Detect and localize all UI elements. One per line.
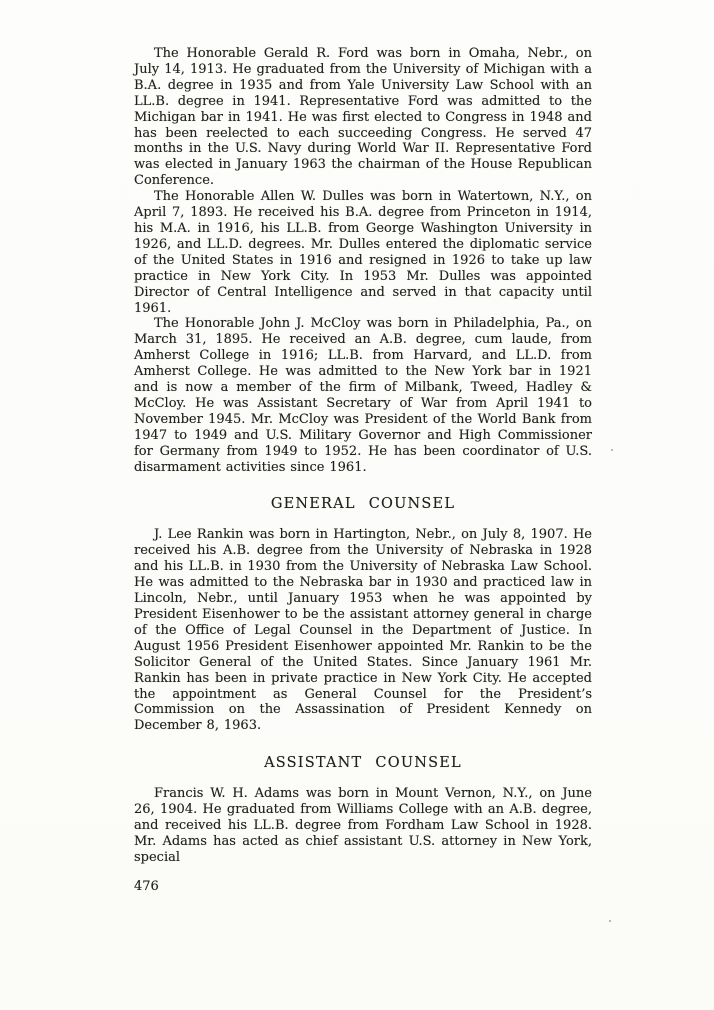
paragraph-adams-bio: Francis W. H. Adams was born in Mount Vernon, N.Y., on June 26, 1904. He graduated from Williams College with an A.B. degree, and received his LL.B. degree from Fordham Law School in 1928. Mr. Adams has acted as chief assistant U.S. attorney in New York, special <box>134 786 592 865</box>
scan-artifact-speck <box>609 920 611 922</box>
heading-assistant-counsel: ASSISTANT COUNSEL <box>264 755 462 772</box>
paragraph-dulles-bio: The Honorable Allen W. Dulles was born in Watertown, N.Y., on April 7, 1893. He received his B.A. degree from Princeton in 1914, his M.A. in 1916, his LL.B. from George Washington University in 1926, and LL.D. degrees. Mr. Dulles entered the diplomatic service of the United States in 1916 and resigned in 1926 to take up law practice in New York City. In 1953 Mr. Dulles was appointed Director of Central Intelligence and served in that capacity until 1961. <box>134 189 592 316</box>
scan-artifact-speck <box>611 449 613 451</box>
text-column <box>134 46 592 894</box>
heading-general-counsel: GENERAL COUNSEL <box>270 496 456 513</box>
paragraph-ford-bio: The Honorable Gerald R. Ford was born in Omaha, Nebr., on July 14, 1913. He graduated from the University of Michigan with a B.A. degree in 1935 and from Yale University Law School with an LL.B. degree in 1941. Representative Ford was admitted to the Michigan bar in 1941. He was first elected to Congress in 1948 and has been reelected to each succeeding Congress. He served 47 months in the U.S. Navy during World War II. Representative Ford was elected in January 1963 the chairman of the House Republican Conference. <box>134 46 592 189</box>
page-number: 476 <box>134 878 159 894</box>
paragraph-mccloy-bio: The Honorable John J. McCloy was born in Philadelphia, Pa., on March 31, 1895. He received an A.B. degree, cum laude, from Amherst College in 1916; LL.B. from Harvard, and LL.D. from Amherst College. He was admitted to the New York bar in 1921 and is now a member of the firm of Milbank, Tweed, Hadley & McCloy. He was Assistant Secretary of War from April 1941 to November 1945. Mr. McCloy was President of the World Bank from 1947 to 1949 and U.S. Military Governor and High Commissioner for Germany from 1949 to 1952. He has been coordinator of U.S. disarmament activities since 1961. <box>134 316 592 475</box>
paragraph-rankin-bio: J. Lee Rankin was born in Hartington, Nebr., on July 8, 1907. He received his A.B. degree from the University of Nebraska in 1928 and his LL.B. in 1930 from the University of Nebraska Law School. He was admitted to the Nebraska bar in 1930 and practiced law in Lincoln, Nebr., until January 1953 when he was appointed by President Eisenhower to be the assistant attorney general in charge of the Office of Legal Counsel in the Department of Justice. In August 1956 President Eisenhower appointed Mr. Rankin to be the Solicitor General of the United States. Since January 1961 Mr. Rankin has been in private practice in New York City. He accepted the appointment as General Counsel for the President’s Commission on the Assassination of President Kennedy on December 8, 1963. <box>134 527 592 734</box>
